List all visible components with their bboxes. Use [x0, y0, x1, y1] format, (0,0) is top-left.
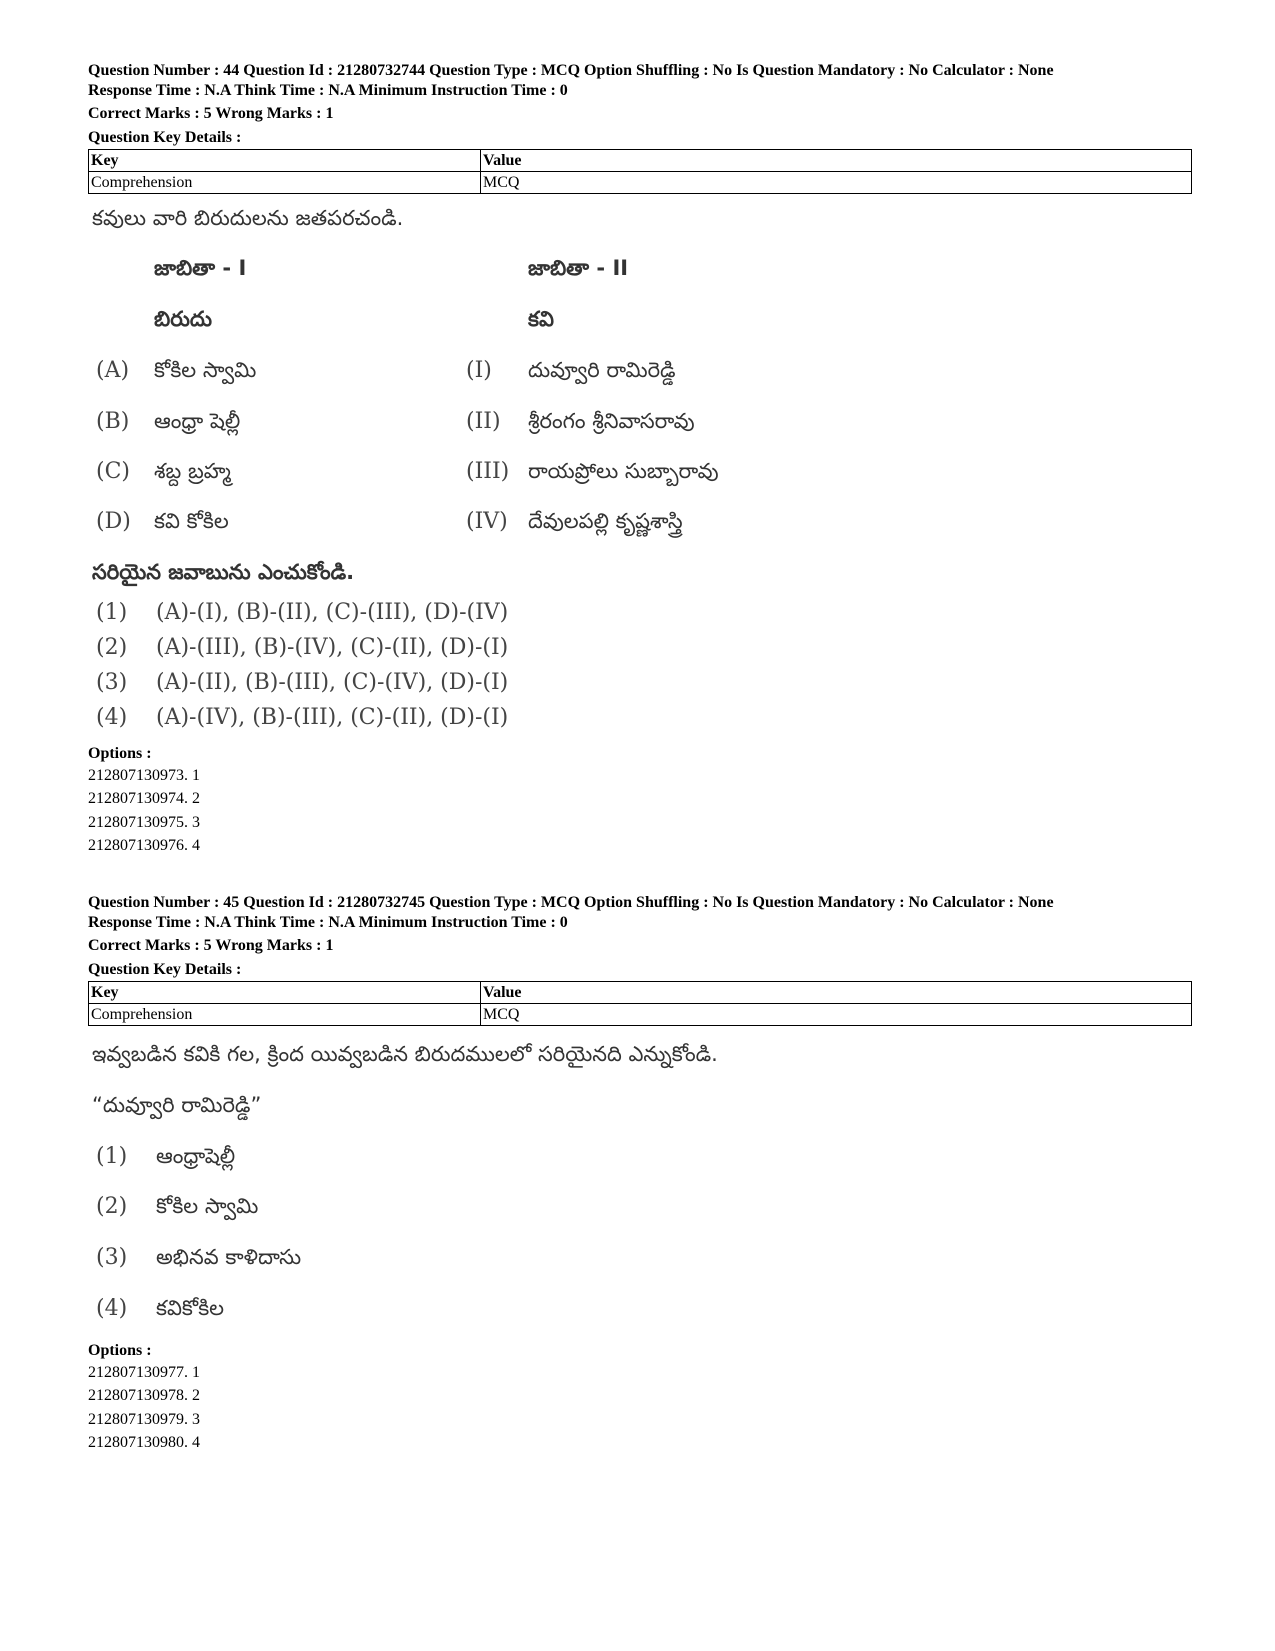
list2-title: జాబితా - II [528, 255, 629, 280]
question-marks: Correct Marks : 5 Wrong Marks : 1 [88, 937, 334, 954]
value-header: Value [481, 149, 1192, 171]
key-details-label: Question Key Details : [88, 128, 242, 146]
option-item: 212807130978. 2 [88, 1387, 200, 1404]
answer-number: (1) [96, 599, 128, 625]
poet-name: “దువ్వూరి రామిరెడ్డి” [92, 1092, 262, 1117]
question-meta-line2: Response Time : N.A Think Time : N.A Minimum Instruction Time : 0 [88, 913, 568, 931]
table-row [89, 171, 1192, 193]
title-item: శబ్ద బ్రహ్మ [154, 458, 231, 483]
row-label: (I) [466, 357, 492, 383]
table-row [89, 981, 1192, 1003]
value-cell: MCQ [481, 1003, 1192, 1025]
prompt-text: సరియైన జవాబును ఎంచుకోండి. [92, 559, 355, 584]
answer-number: (4) [96, 1295, 128, 1321]
key-cell: Comprehension [89, 171, 481, 193]
poet-item: దువ్వూరి రామిరెడ్డి [528, 357, 676, 382]
list2-subtitle: కవి [528, 306, 554, 331]
option-item: 212807130974. 2 [88, 790, 200, 807]
table-row [89, 1003, 1192, 1025]
key-header: Key [89, 149, 481, 171]
option-item: 212807130980. 4 [88, 1434, 200, 1451]
answer-text: అభినవ కాళిదాసు [156, 1244, 302, 1269]
key-details-table [88, 149, 1192, 194]
row-label: (IV) [466, 508, 508, 534]
answer-number: (2) [96, 1193, 128, 1219]
question-image [88, 194, 1188, 734]
row-label: (A) [96, 357, 130, 383]
answer-text: ఆంధ్రాషెల్లీ [156, 1143, 236, 1168]
option-item: 212807130975. 3 [88, 813, 200, 831]
option-item: 212807130979. 3 [88, 1410, 200, 1428]
option-item: 212807130976. 4 [88, 837, 200, 854]
answer-number: (3) [96, 1244, 128, 1270]
answer-number: (3) [96, 669, 128, 695]
row-label: (B) [96, 408, 130, 434]
row-label: (III) [466, 458, 510, 484]
answer-text: కవికోకిల [156, 1295, 225, 1320]
instruction-text: కవులు వారి బిరుదులను జతపరచండి. [92, 205, 404, 230]
answer-number: (2) [96, 634, 128, 660]
question-marks: Correct Marks : 5 Wrong Marks : 1 [88, 105, 334, 122]
answer-text: (A)-(I), (B)-(II), (C)-(III), (D)-(IV) [156, 599, 509, 625]
answer-number: (1) [96, 1143, 128, 1169]
answer-text: (A)-(III), (B)-(IV), (C)-(II), (D)-(I) [156, 634, 509, 660]
key-details-label: Question Key Details : [88, 960, 242, 978]
poet-item: రాయప్రోలు సుబ్బారావు [528, 458, 719, 483]
question-image [88, 1026, 1188, 1331]
instruction-text: ఇవ్వబడిన కవికి గల, క్రింద యివ్వబడిన బిరుదములలో సరియైనది ఎన్నుకోండి. [92, 1041, 718, 1066]
value-cell: MCQ [481, 171, 1192, 193]
poet-item: దేవులపల్లి కృష్ణశాస్త్రి [528, 508, 683, 533]
question-meta-line2: Response Time : N.A Think Time : N.A Minimum Instruction Time : 0 [88, 81, 568, 99]
list1-title: జాబితా - I [154, 255, 247, 280]
row-label: (C) [96, 458, 130, 484]
answer-text: (A)-(IV), (B)-(III), (C)-(II), (D)-(I) [156, 704, 509, 730]
question-44 [88, 61, 1188, 858]
question-45 [88, 893, 1188, 1455]
value-header: Value [481, 981, 1192, 1003]
key-cell: Comprehension [89, 1003, 481, 1025]
question-meta-line1: Question Number : 45 Question Id : 21280732745 Question Type : MCQ Option Shuffling : No Is Question Mandatory : No Calculator : None [88, 894, 1054, 911]
title-item: కోకిల స్వామి [154, 357, 257, 382]
answer-number: (4) [96, 704, 128, 730]
answer-text: కోకిల స్వామి [156, 1193, 259, 1218]
row-label: (II) [466, 408, 501, 434]
title-item: ఆంధ్రా షెల్లీ [154, 408, 241, 433]
key-header: Key [89, 981, 481, 1003]
key-details-table [88, 981, 1192, 1026]
options-label: Options : [88, 744, 152, 762]
question-meta-line1: Question Number : 44 Question Id : 21280732744 Question Type : MCQ Option Shuffling : No Is Question Mandatory : No Calculator : None [88, 62, 1054, 79]
option-item: 212807130977. 1 [88, 1363, 200, 1381]
options-label: Options : [88, 1341, 152, 1359]
poet-item: శ్రీరంగం శ్రీనివాసరావు [528, 408, 695, 433]
table-row [89, 149, 1192, 171]
row-label: (D) [96, 508, 131, 534]
list1-subtitle: బిరుదు [154, 306, 213, 331]
answer-text: (A)-(II), (B)-(III), (C)-(IV), (D)-(I) [156, 669, 509, 695]
option-item: 212807130973. 1 [88, 766, 200, 784]
title-item: కవి కోకిల [154, 508, 229, 533]
